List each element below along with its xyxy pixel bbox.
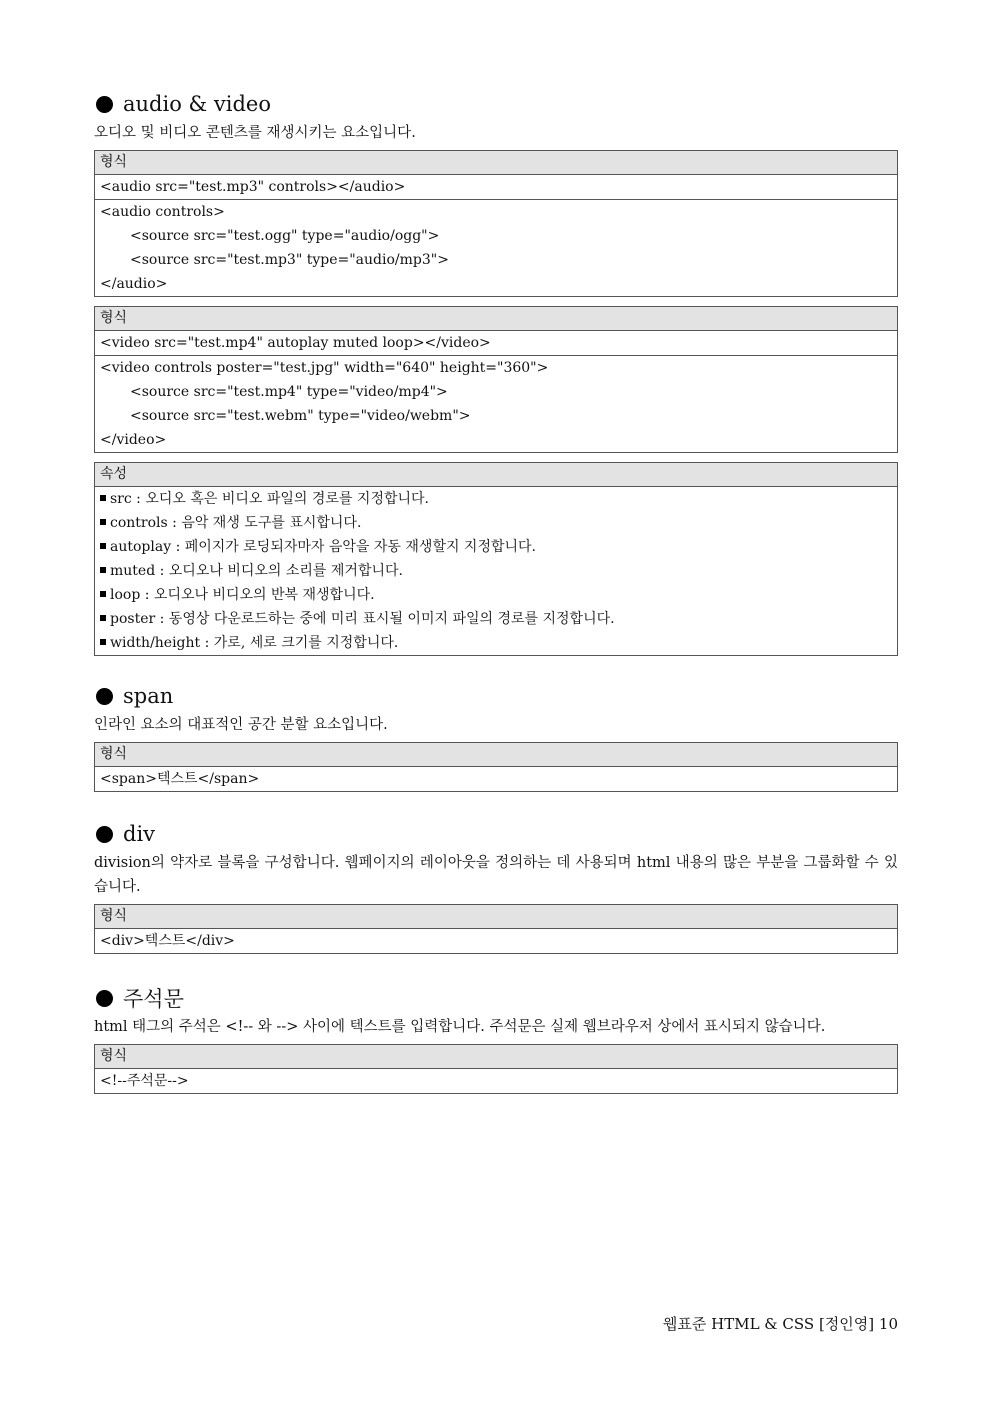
attribute-item (100, 607, 892, 631)
attribute-text: src : 오디오 혹은 비디오 파일의 경로를 지정합니다. (110, 491, 429, 507)
box-header: 속성 (95, 463, 897, 487)
section-description: 인라인 요소의 대표적인 공간 분할 요소입니다. (94, 717, 388, 733)
code-line: <source src="test.webm" type="video/webm"> (130, 408, 471, 424)
format-box-div (94, 904, 898, 954)
section-heading (94, 89, 898, 119)
bullet-icon (96, 990, 113, 1007)
attribute-item (100, 631, 892, 655)
format-box-comment (94, 1044, 898, 1094)
code-line: <!--주석문--> (100, 1073, 189, 1089)
box-row-simple (95, 1069, 897, 1093)
box-header: 형식 (95, 1045, 897, 1069)
bullet-icon (96, 96, 113, 113)
box-header: 형식 (95, 307, 897, 331)
section-title: 주석문 (123, 987, 184, 1011)
code-line: <div>텍스트</div> (100, 933, 235, 949)
section-description: division의 약자로 블록을 구성합니다. 웹페이지의 레이아웃을 정의하는 데 사용되며 html 내용의 많은 부분을 그룹화할 수 있습니다. (94, 855, 898, 895)
box-row-full (95, 199, 897, 296)
attribute-text: muted : 오디오나 비디오의 소리를 제거합니다. (110, 563, 403, 579)
page-footer: 웹표준 HTML & CSS [정인영] 10 (662, 1315, 898, 1333)
square-bullet-icon (100, 639, 106, 645)
bullet-icon (96, 826, 113, 843)
section-heading (94, 819, 898, 849)
section-heading (94, 681, 898, 711)
square-bullet-icon (100, 615, 106, 621)
section-title: span (123, 684, 174, 708)
box-header: 형식 (95, 905, 897, 929)
attribute-item (100, 487, 892, 511)
section-title: div (123, 822, 156, 846)
attribute-item (100, 535, 892, 559)
attribute-box (94, 462, 898, 656)
box-row-simple (95, 175, 897, 199)
attribute-text: controls : 음악 재생 도구를 표시합니다. (110, 515, 362, 531)
attribute-text: autoplay : 페이지가 로딩되자마자 음악을 자동 재생할지 지정합니다. (110, 539, 537, 555)
attribute-item (100, 511, 892, 535)
section-description: 오디오 및 비디오 콘텐츠를 재생시키는 요소입니다. (94, 125, 416, 141)
code-line: </video> (100, 432, 167, 448)
square-bullet-icon (100, 591, 106, 597)
format-box-audio (94, 150, 898, 297)
box-header: 형식 (95, 743, 897, 767)
section-title: audio & video (123, 92, 271, 116)
attribute-text: loop : 오디오나 비디오의 반복 재생합니다. (110, 587, 375, 603)
box-row-simple (95, 929, 897, 953)
box-row-simple (95, 331, 897, 355)
box-header: 형식 (95, 151, 897, 175)
section-description: html 태그의 주석은 <!-- 와 --> 사이에 텍스트를 입력합니다. 주석문은 실제 웹브라우저 상에서 표시되지 않습니다. (94, 1019, 826, 1035)
code-line: <span>텍스트</span> (100, 771, 260, 787)
code-line: </audio> (100, 276, 168, 292)
code-line: <audio src="test.mp3" controls></audio> (100, 179, 406, 195)
code-line: <source src="test.mp4" type="video/mp4"> (130, 384, 448, 400)
attribute-text: width/height : 가로, 세로 크기를 지정합니다. (110, 635, 399, 651)
box-row-simple (95, 767, 897, 791)
section-audio-video (94, 89, 898, 665)
section-div (94, 819, 898, 963)
section-heading (94, 983, 898, 1013)
section-comment (94, 983, 898, 1103)
code-line: <video controls poster="test.jpg" width="640" height="360"> (100, 360, 549, 376)
square-bullet-icon (100, 519, 106, 525)
attribute-text: poster : 동영상 다운로드하는 중에 미리 표시될 이미지 파일의 경로를 지정합니다. (110, 611, 615, 627)
square-bullet-icon (100, 495, 106, 501)
square-bullet-icon (100, 567, 106, 573)
format-box-video (94, 306, 898, 453)
code-line: <source src="test.ogg" type="audio/ogg"> (130, 228, 440, 244)
format-box-span (94, 742, 898, 792)
code-line: <video src="test.mp4" autoplay muted loop></video> (100, 335, 491, 351)
square-bullet-icon (100, 543, 106, 549)
box-row-full (95, 355, 897, 452)
attribute-item (100, 583, 892, 607)
code-line: <source src="test.mp3" type="audio/mp3"> (130, 252, 449, 268)
code-line: <audio controls> (100, 204, 225, 220)
section-span (94, 681, 898, 801)
bullet-icon (96, 688, 113, 705)
attribute-list (95, 487, 897, 655)
attribute-item (100, 559, 892, 583)
